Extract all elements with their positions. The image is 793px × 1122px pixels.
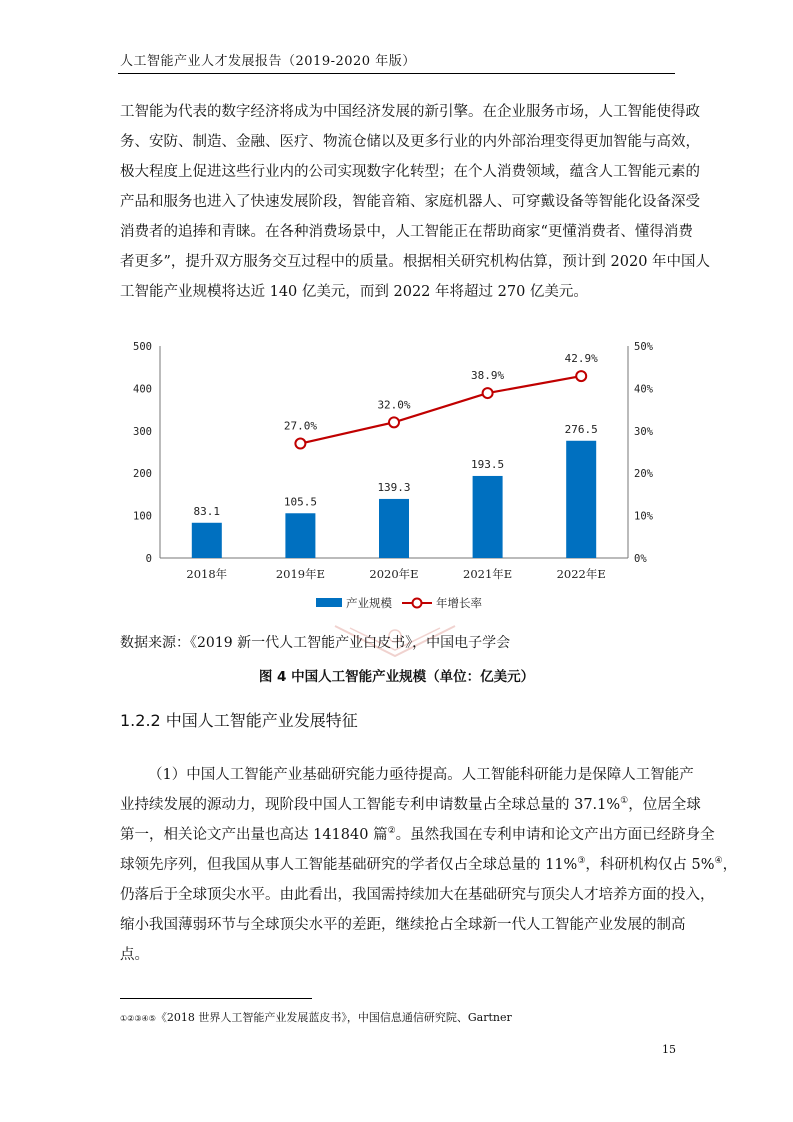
y2-tick-label: 30% <box>634 425 653 438</box>
y-tick-label: 0 <box>145 553 152 565</box>
legend-bar-label: 产业规模 <box>346 596 392 610</box>
bar-value-label: 105.5 <box>283 495 317 509</box>
line-value-label: 38.9% <box>471 369 505 383</box>
text-line: 消费者的追捧和青睐。在各种消费场景中，人工智能正在帮助商家“更懂消费者、懂得消费 <box>120 224 693 240</box>
line-point <box>483 388 493 398</box>
line-point <box>295 439 305 449</box>
footnote-ref: ② <box>387 826 396 836</box>
text-run: ，科研机构仅占 5% <box>585 857 715 873</box>
text-line: 仍落后于全球顶尖水平。由此看出，我国需持续加大在基础研究与顶尖人才培养方面的投入， <box>120 887 715 903</box>
line-point <box>576 371 586 381</box>
footnote-ref: ④ <box>714 856 723 866</box>
footnote-ref: ① <box>620 796 629 806</box>
text-line: 工智能为代表的数字经济将成为中国经济发展的新引擎。在企业服务市场，人工智能使得政 <box>120 104 700 120</box>
text-line: 产品和服务也进入了快速发展阶段，智能音箱、家庭机器人、可穿戴设备等智能化设备深受 <box>120 194 700 210</box>
y-tick-label: 500 <box>133 341 152 353</box>
x-tick-label: 2018年 <box>186 567 228 581</box>
bar-value-label: 276.5 <box>564 422 598 436</box>
text-line <box>120 820 715 850</box>
text-run: 球领先序列，但我国从事人工智能基础研究的学者仅占全球总量的 11% <box>120 857 578 873</box>
text-run: 业持续发展的源动力，现阶段中国人工智能专利申请数量占全球总量的 37.1% <box>120 797 621 813</box>
footnote-marks: ①②③④⑤ <box>120 1014 156 1023</box>
footnote-rule <box>120 998 312 999</box>
text-line <box>120 790 701 820</box>
bar <box>566 441 596 558</box>
x-tick-label: 2021年E <box>463 567 513 581</box>
y-tick-label: 300 <box>133 425 152 438</box>
text-run: 第一，相关论文产出量也高达 141840 篇 <box>120 827 388 843</box>
legend-bar-swatch <box>316 598 342 607</box>
y-tick-label: 200 <box>133 468 152 481</box>
line-value-label: 42.9% <box>564 352 598 366</box>
bar-value-label: 139.3 <box>377 480 411 494</box>
footnote-ref: ③ <box>577 856 586 866</box>
header-rule <box>118 73 675 74</box>
y2-tick-label: 20% <box>634 468 653 481</box>
body-paragraph <box>120 760 738 970</box>
x-tick-label: 2022年E <box>556 567 606 581</box>
text-run: ， <box>722 857 738 873</box>
y2-tick-label: 0% <box>634 553 647 565</box>
line-value-label: 32.0% <box>377 398 411 412</box>
footnote <box>120 1009 512 1025</box>
bar <box>192 523 222 558</box>
text-line <box>120 850 738 880</box>
text-run: ，位居全球 <box>628 797 701 813</box>
section-heading: 1.2.2 中国人工智能产业发展特征 <box>120 711 358 730</box>
y-tick-label: 100 <box>133 510 152 523</box>
figure-caption: 图 4 中国人工智能产业规模（单位：亿美元） <box>258 669 535 685</box>
text-line: 者更多”，提升双方服务交互过程中的质量。根据相关研究机构估算，预计到 2020 年中国人 <box>120 254 711 270</box>
line-point <box>389 417 399 427</box>
bar-value-label: 83.1 <box>193 504 221 518</box>
x-tick-label: 2019年E <box>275 567 325 581</box>
text-line: 点。 <box>120 947 149 963</box>
text-line: 缩小我国薄弱环节与全球顶尖水平的差距，继续抢占全球新一代人工智能产业发展的制高 <box>120 917 686 933</box>
legend-line-label: 年增长率 <box>436 596 482 610</box>
legend-line-marker <box>413 599 422 608</box>
growth-rate-line <box>300 376 581 443</box>
bar <box>379 499 409 558</box>
y2-tick-label: 40% <box>634 383 653 396</box>
x-tick-label: 2020年E <box>369 567 419 581</box>
bar-value-label: 193.5 <box>471 457 505 471</box>
footnote-text: 《2018 世界人工智能产业发展蓝皮书》，中国信息通信研究院、Gartner <box>155 1011 512 1024</box>
bar <box>285 513 315 558</box>
text-run: 。虽然我国在专利申请和论文产出方面已经跻身全 <box>395 827 715 843</box>
text-line: （1）中国人工智能产业基础研究能力亟待提高。人工智能科研能力是保障人工智能产 <box>148 767 694 783</box>
bar <box>473 476 503 558</box>
figure-source: 数据来源：《2019 新一代人工智能产业白皮书》，中国电子学会 <box>120 635 511 651</box>
page-number: 15 <box>662 1043 676 1056</box>
text-line: 务、安防、制造、金融、医疗、物流仓储以及更多行业的内外部治理变得更加智能与高效， <box>120 134 700 150</box>
y-tick-label: 400 <box>133 383 152 396</box>
y2-tick-label: 50% <box>634 341 653 353</box>
intro-paragraph <box>120 97 711 307</box>
text-line: 工智能产业规模将达近 140 亿美元，而到 2022 年将超过 270 亿美元。 <box>120 284 588 300</box>
running-header: 人工智能产业人才发展报告（2019-2020 年版） <box>120 54 416 69</box>
line-value-label: 27.0% <box>283 419 317 433</box>
text-line: 极大程度上促进这些行业内的公司实现数字化转型；在个人消费领域，蕴含人工智能元素的 <box>120 164 700 180</box>
y2-tick-label: 10% <box>634 510 653 523</box>
industry-scale-chart <box>120 330 680 620</box>
